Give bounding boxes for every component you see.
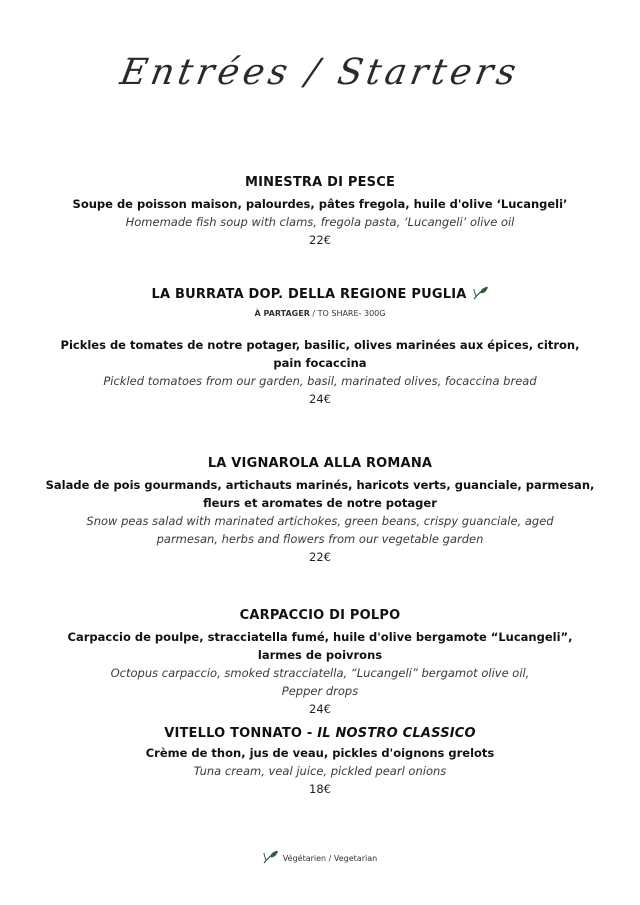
dish-name: MINESTRA DI PESCE	[244, 175, 396, 190]
dish-name: LA VIGNAROLA ALLA ROMANA	[207, 456, 433, 471]
dish-subtitle	[40, 308, 600, 320]
dish-description-fr: Carpaccio de poulpe, stracciatella fumé, huile d'olive bergamote “Lucangeli”,	[67, 630, 573, 644]
dish-description-fr: Crème de thon, jus de veau, pickles d'oignons grelots	[145, 746, 495, 760]
share-label: À PARTAGER	[254, 309, 310, 318]
dish-description-fr: larmes de poivrons	[257, 648, 383, 662]
dish-name-text: LA BURRATA DOP. DELLA REGIONE PUGLIA	[151, 287, 467, 302]
dish-description-fr: pain focaccina	[273, 356, 367, 370]
dish-name: CARPACCIO DI POLPO	[239, 608, 401, 623]
dish-description-en: Tuna cream, veal juice, pickled pearl onions	[193, 764, 447, 778]
dish-price: 24€	[309, 392, 331, 406]
menu-item	[40, 725, 600, 798]
dish-description-en: Snow peas salad with marinated artichokes, green beans, crispy guanciale, aged	[86, 514, 554, 528]
dish-description-fr: Pickles de tomates de notre potager, basilic, olives marinées aux épices, citron,	[60, 338, 580, 352]
share-size: / TO SHARE- 300G	[309, 309, 386, 318]
menu-item	[40, 286, 600, 408]
dish-price: 18€	[309, 782, 331, 796]
dish-price: 22€	[309, 550, 331, 564]
dish-description-fr: Salade de pois gourmands, artichauts marinés, haricots verts, guanciale, parmesan,	[45, 478, 595, 492]
dish-description-fr: Soupe de poisson maison, palourdes, pâtes fregola, huile d'olive ‘Lucangeli’	[72, 197, 568, 211]
dish-description-en: Pickled tomatoes from our garden, basil, marinated olives, focaccina bread	[103, 374, 537, 388]
dish-description-en: Homemade fish soup with clams, fregola pasta, ‘Lucangeli’ olive oil	[125, 215, 515, 229]
dish-description-fr: fleurs et aromates de notre potager	[203, 496, 437, 510]
leaf-icon	[473, 286, 489, 306]
dish-description-en: Pepper drops	[281, 684, 359, 698]
dish-price: 22€	[309, 233, 331, 247]
menu-item	[40, 455, 600, 566]
vegetarian-legend	[0, 850, 640, 866]
dish-description-en: Octopus carpaccio, smoked stracciatella, “Lucangeli” bergamot olive oil,	[110, 666, 530, 680]
dish-name-italic: IL NOSTRO CLASSICO	[317, 726, 476, 741]
dish-name	[40, 286, 600, 306]
dish-name	[40, 725, 600, 743]
leaf-icon	[263, 850, 279, 866]
legend-text: Végétarien / Vegetarian	[282, 854, 378, 863]
dish-name-text: VITELLO TONNATO -	[164, 726, 318, 741]
menu-item	[40, 607, 600, 718]
menu-item	[40, 174, 600, 249]
dish-price: 24€	[309, 702, 331, 716]
dish-description-en: parmesan, herbs and flowers from our vegetable garden	[156, 532, 484, 546]
page-title: Entrées / Starters	[117, 52, 523, 93]
